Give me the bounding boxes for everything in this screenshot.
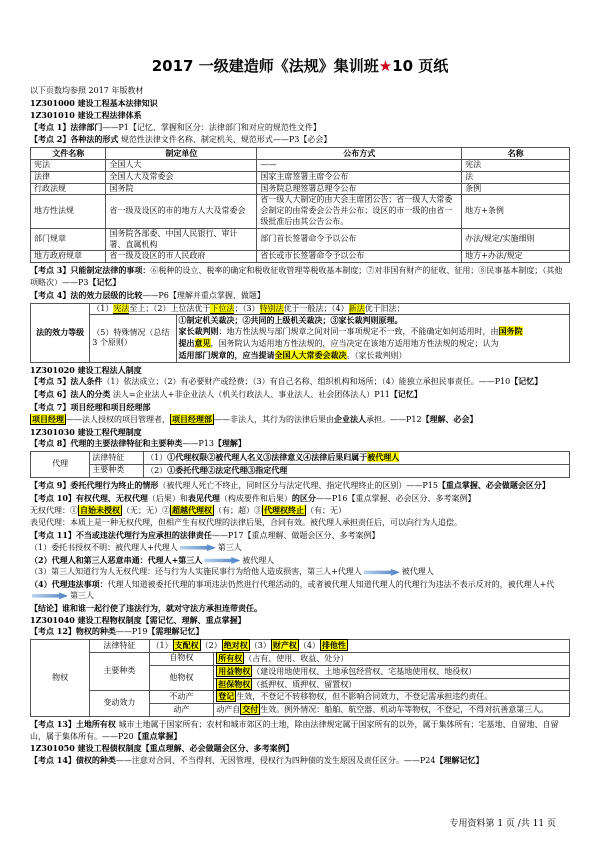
point-10: 【考点 10】有权代理、无权代理（后果）和表见代理（构成要件和后果）的区分——P16【重点掌握、必会区分、多考案例】 [30,492,476,503]
table-row: 物权 法律特征 （1） 支配权 （2） 绝对权 （3） 财产权 （4） 排他性 [31,640,570,653]
section-heading: 1Z301020 建设工程法人制度 [30,364,142,375]
point-1: 【考点 1】法律部门——P1【记忆、掌握和区分：法律部门和对应的规范性文件】 [30,121,321,132]
right-arrow-icon [180,544,216,551]
table-row: 他物权 用益物权 （建设用地使用权、土地承包经营权、宅基地使用权、地役权） [31,665,570,678]
table-row: 担保物权 （抵押权、质押权、留置权） [31,678,570,691]
table-row: 代理 法律特征 （1）①代理权限②被代理人名义③法律意义④法律后果归属于被代理人 [31,452,570,465]
section-heading: 1Z301030 建设工程代理制度 [30,426,142,437]
right-arrow-icon [364,569,400,576]
apparent-agency: 表见代理：本质上是一种无权代理，但相产生有权代理的法律后果，合同有效。被代理人承担责任后，可以向行为人追偿。 [30,518,462,528]
liability-line: （4）代理违法事项：代理人知道被委托代理的事项违法仍然进行代理活动的，或者被代理人知道代理人的代理行为违法不表示反对的，被代理人+代第三人 [30,579,555,600]
point-9: 【考点 9】委托代理行为终止的情形（被代理人死亡不终止，同时区分与法定代理、指定代理终止的区别）——P15【重点掌握、必会做题会区分】 [30,479,550,490]
table-row: （5）特殊情况（总结 3 个原则） ①制定机关裁决；②共同的上级机关裁决；③家长裁判则原理。 家长裁判则：地方性法规与部门规章之间对同一事项规定不一致，不能确定如何适用时，由国务院 提出意见，国务院认为适用地方性法规的，应当决定在该地方适用地方性法规的规定；认为 适用部门规章的，应当提请全国人大常委会裁决。（家长裁判则） [31,315,570,362]
table-row: 变动效力 不动产 登记 生效，不登记不转移物权，但不影响合同效力，不登记需承担违约责任。 [31,691,570,704]
point-4: 【考点 4】法的效力层级的比较——P6【理解并重点掌握、做题】 [30,289,265,300]
point-14: 【考点 14】债权的种类——注意对合同、不当得利、无因管理、侵权行为四种债的发生原因及责任区分。——P24【理解记忆】 [30,755,484,766]
point-7-detail: 项目经理 ——法人授权的项目管理者， 项目经理部 ——非法人，其行为的法律后果由企业法人承担。——P12【理解、必会】 [32,413,478,424]
right-arrow-icon [32,592,68,599]
table-row: 法的效力等级 （1）宪法至上；（2）上位法优于下位法；（3）特别法优于一般法；（4）新法优于旧法； [31,303,570,315]
section-heading: 1Z301050 建设工程债权制度【重点理解、必会做题会区分、多考案例】 [30,743,294,754]
point-13: 【考点 13】土地所有权 城市土地属于国家所有；农村和城市郊区的土地，除由法律规定属于国家所有的以外，属于集体所有；宅基地、自留地、自留山，属于集体所有。——P20【重点掌握】 [30,718,559,741]
star-icon: ★ [378,57,393,75]
law-forms-table [30,147,570,263]
unauthorized-agency: 无权代理：① 自始未授权 （无；无）② 超越代理权 （有；超）③ 代理权终止 （有；无） [30,505,346,516]
point-8: 【考点 8】代理的主要法律特征和主要种类——P13【理解】 [30,438,246,449]
page-footer: 专用资料第 1 页 /共 11 页 [449,818,556,829]
agency-table [30,451,570,478]
intro-text: 以下页数均参照 2017 年版教材 [30,86,144,96]
table-row: 宪法 全国人大 —— 宪法 [31,160,570,172]
table-row: 动产 动产自 交付 生效。例外情况：船舶、航空器、机动车等物权，不登记，不得对抗善意第三人。 [31,704,570,717]
page-title: 2017 一级建造师《法规》集训班★10 页纸 [151,57,449,75]
point-7: 【考点 7】项目经理和项目经理部 [30,401,151,412]
table-row: 行政法规 国务院 国务院总理签署总理令公布 条例 [31,183,570,195]
point-11: 【考点 11】不当或违法代理行为应承担的法律责任——P17【重点理解、做题会区分、多考案例】 [30,529,380,540]
table-row: 主要种类 （2）①委托代理②法定代理③指定代理 [31,464,570,477]
table-row: 法律 全国人大及常委会 国家主席签署主席令公布 法 [31,171,570,183]
section-heading: 1Z301040 建设工程物权制度【需记忆、理解、重点掌握】 [30,614,246,625]
liability-line: （1）委托书授权不明：被代理人+代理人 第三人 [30,542,242,552]
table-row: 主要种类 自物权 所有权 （占有、使用、收益、处分） [31,652,570,665]
point-6: 【考点 6】法人的分类 法人=企业法人+非企业法人（机关行政法人、事业法人、社会团体法人）P11【记忆】 [30,389,422,400]
table-row: 部门规章 国务院各部委、中国人民银行、审计署、直属机构 部门首长签署命令予以公布 办法/规定/实施细则 [31,228,570,251]
table-header-row: 文件名称 制定单位 公布方式 名称 [31,148,570,160]
table-row: 地方政府规章 省一级及设区的市人民政府 省长或市长签署命令予以公布 地方+办法/规定 [31,251,570,263]
point-3: 【考点 3】只能制定法律的事项：⑥税种的设立、税率的确定和税收征收管理等税收基本制度；⑦对非国有财产的征收、征用；⑧民事基本制度；（其他项略次）——P3【记忆】 [30,265,563,287]
point-12: 【考点 12】物权的种类——P19【需理解记忆】 [30,626,204,637]
section-heading: 1Z301000 建设工程基本法律知识 [30,98,158,109]
law-hierarchy-table [30,303,570,363]
right-arrow-icon [204,557,240,564]
liability-line: （2）代理人和第三人恶意串通：代理人+第三人 被代理人 [30,554,275,565]
section-heading: 1Z301010 建设工程法律体系 [30,109,142,120]
table-row: 地方性法规 省一级及设区的市的地方人大及常委会 省一级人大制定的由大会主席团公告；省一级人大常委会制定的由常委会公告并公布；设区的市一级的由省一级批准后由其公告公布。 地方+条例 [31,195,570,228]
conclusion: 【结论】谁和谁一起行使了违法行为，就对守法方承担连带责任。 [30,602,262,613]
point-2: 【考点 2】各种法的形式 规范性法律文件名称、制定机关、规范形式——P3【必会】 [30,134,332,145]
liability-line: （3）第三人知道行为人无权代理：还与行为人实施民事行为给他人造成损害，第三人+代理人 被代理人 [30,567,434,577]
property-rights-table [30,639,570,717]
point-5: 【考点 5】法人条件（1）依法成立；（2）有必要财产或经费；（3）有自己名称、组织机构和场所；（4）能独立承担民事责任。——P10【记忆】 [30,376,543,387]
